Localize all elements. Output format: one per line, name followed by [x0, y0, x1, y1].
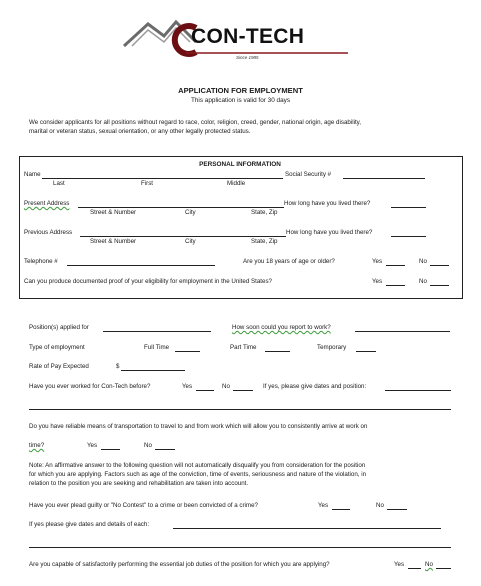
personal-info-heading: PERSONAL INFORMATION [199, 161, 281, 168]
employment-type-label: Type of employment [29, 344, 85, 351]
capability-yes-field[interactable] [408, 568, 421, 569]
name-label: Name [24, 171, 41, 178]
logo-name: CON-TECH [191, 25, 305, 48]
middle-name-caption: Middle [227, 180, 246, 187]
present-address-field[interactable] [78, 207, 284, 208]
age-question: Are you 18 years of age or older? [243, 258, 335, 265]
rate-of-pay-label: Rate of Pay Expected [29, 363, 89, 370]
full-time-field[interactable] [175, 351, 200, 352]
eligibility-yes-label: Yes [372, 278, 383, 285]
rate-of-pay-field[interactable] [121, 370, 185, 371]
telephone-label: Telephone # [24, 258, 58, 265]
transportation-yes-label: Yes [87, 442, 98, 449]
intro-text-line-2: marital or veteran status, sexual orientation, or any other legally protected status. [29, 128, 251, 135]
worked-before-yes-label: Yes [182, 383, 193, 390]
conviction-note-line-2: for which you are applying. Factors such as age of the conviction, time of events, seriousness and nature of the violation, in [29, 471, 367, 478]
worked-before-no-label: No [222, 383, 230, 390]
capability-no-label [425, 561, 433, 569]
eligibility-question: Can you produce documented proof of your eligibility for employment in the United States? [24, 278, 272, 285]
telephone-field[interactable] [67, 265, 215, 266]
present-address-label-text: Present Address [24, 200, 70, 207]
worked-before-no-field[interactable] [233, 390, 253, 391]
age-no-field[interactable] [430, 265, 449, 266]
present-city-caption: City [185, 209, 196, 216]
worked-before-details-line-2[interactable] [29, 409, 451, 410]
conviction-no-label: No [376, 502, 384, 509]
capability-no-text: No [425, 561, 433, 568]
intro-text-line-1: We consider applicants for all positions without regard to race, color, religion, creed, gender, national origin, age disability, [29, 119, 362, 126]
how-soon-label-text: How soon could you report to work? [232, 324, 331, 331]
worked-before-question: Have you ever worked for Con-Tech before? [29, 383, 151, 390]
conviction-yes-field[interactable] [332, 509, 350, 510]
previous-state-zip-caption: State, Zip [251, 238, 278, 245]
how-soon-field[interactable] [355, 331, 450, 332]
how-long-previous-label: How long have you lived there? [286, 229, 373, 236]
eligibility-no-field[interactable] [430, 285, 449, 286]
previous-address-label: Previous Address [24, 229, 73, 236]
ssn-field[interactable] [343, 178, 425, 179]
eligibility-no-label: No [419, 278, 427, 285]
conviction-note-line-1: Note: An affirmative answer to the following question will not automatically disqualify you from consideration for the position [29, 462, 366, 469]
conviction-details-line-2[interactable] [29, 547, 451, 548]
conviction-question: Have you ever plead guilty or "No Contest" to a crime or been convicted of a crime? [29, 502, 258, 509]
page-title: APPLICATION FOR EMPLOYMENT [178, 86, 303, 95]
transportation-no-label: No [144, 442, 152, 449]
part-time-label: Part Time [230, 344, 257, 351]
age-no-label: No [419, 258, 427, 265]
dollar-sign: $ [116, 363, 120, 370]
transportation-yes-field[interactable] [101, 449, 120, 450]
how-long-present-label: How long have you lived there? [284, 200, 371, 207]
positions-label: Position(s) applied for [29, 324, 89, 331]
capability-no-field[interactable] [436, 568, 451, 569]
conviction-yes-label: Yes [318, 502, 329, 509]
age-yes-label: Yes [372, 258, 383, 265]
capability-question: Are you capable of satisfactorily performing the essential job duties of the position for which you are applying? [29, 561, 330, 568]
transportation-question: Do you have reliable means of transportation to travel to and from work which will allow you to consistently arrive at work on [29, 423, 368, 430]
how-soon-label [232, 324, 331, 332]
temporary-label: Temporary [317, 344, 347, 351]
conviction-details-label: If yes please give dates and details of each: [29, 521, 150, 528]
transportation-time-label [29, 442, 44, 450]
capability-yes-label: Yes [394, 561, 405, 568]
eligibility-yes-field[interactable] [386, 285, 405, 286]
transportation-time-text: time? [29, 442, 45, 449]
conviction-no-field[interactable] [387, 509, 407, 510]
previous-street-caption: Street & Number [90, 238, 137, 245]
present-street-caption: Street & Number [90, 209, 137, 216]
conviction-note-line-3: relation to the position you are seeking and rehabilitation are taken into account. [29, 480, 249, 487]
part-time-field[interactable] [265, 351, 290, 352]
worked-before-details-label: If yes, please give dates and position: [263, 383, 367, 390]
first-name-caption: First [141, 180, 154, 187]
name-field[interactable] [42, 178, 283, 179]
transportation-no-field[interactable] [155, 449, 175, 450]
how-long-present-field[interactable] [391, 207, 426, 208]
company-logo [118, 12, 353, 64]
present-address-label [24, 200, 69, 208]
previous-city-caption: City [185, 238, 196, 245]
worked-before-details-field[interactable] [385, 390, 451, 391]
temporary-field[interactable] [356, 351, 376, 352]
previous-address-field[interactable] [80, 236, 286, 237]
logo-tagline: Since 1985 [236, 55, 259, 60]
present-state-zip-caption: State, Zip [251, 209, 278, 216]
positions-field[interactable] [103, 331, 211, 332]
last-name-caption: Last [53, 180, 65, 187]
validity-note: This application is valid for 30 days [190, 97, 291, 104]
worked-before-yes-field[interactable] [196, 390, 214, 391]
age-yes-field[interactable] [386, 265, 405, 266]
how-long-previous-field[interactable] [391, 236, 426, 237]
ssn-label: Social Security # [285, 171, 332, 178]
conviction-details-field[interactable] [173, 528, 441, 529]
full-time-label: Full Time [144, 344, 170, 351]
